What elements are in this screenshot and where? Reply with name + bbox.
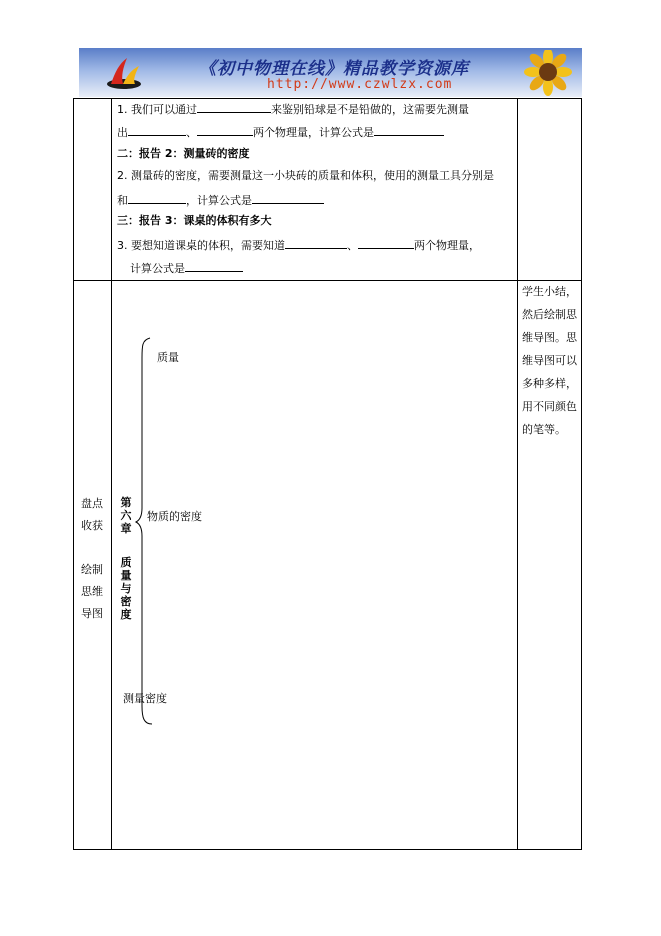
table-divider-col1 <box>111 98 112 850</box>
q3-blank-2[interactable] <box>358 237 414 249</box>
header-banner <box>79 48 582 97</box>
q3-text-b: 、 <box>347 239 358 252</box>
left-label-line-3: 绘制 <box>81 563 103 576</box>
q3-text-c: 两个物理量， <box>414 239 480 252</box>
table-divider-col2 <box>517 98 518 850</box>
q3-blank-3[interactable] <box>185 260 243 272</box>
table-row-divider <box>73 280 582 281</box>
q1-blank-2[interactable] <box>128 124 186 136</box>
chapter-label-b: 质 量 与 密 度 <box>120 556 132 621</box>
q1-blank-3[interactable] <box>197 124 253 136</box>
report-2-heading: 二：报告 2：测量砖的密度 <box>117 147 250 160</box>
mindmap-brace <box>134 336 154 726</box>
left-column-label <box>81 493 103 625</box>
q1-text-b: 来鉴别铅球是不是铅做的，这需要先测量 <box>271 103 469 116</box>
right-column-note: 学生小结，然后绘制思维导图。思维导图可以多种多样，用不同颜色的笔等。 <box>522 285 577 436</box>
q1-text-e: 两个物理量，计算公式是 <box>253 126 374 139</box>
q1-text-d: 、 <box>186 126 197 139</box>
banner-title: 《初中物理在线》精品教学资源库 <box>199 59 469 79</box>
question-2-line-1: 2. 测量砖的密度，需要测量这一小块砖的质量和体积，使用的测量工具分别是 <box>117 169 494 182</box>
question-2-line-2 <box>117 192 324 208</box>
table-border-left <box>73 98 74 850</box>
q3-text-a: 3. 要想知道课桌的体积，需要知道 <box>117 239 285 252</box>
left-label-spacer <box>81 537 103 559</box>
site-logo-icon <box>105 54 143 92</box>
question-1-line-1 <box>117 101 469 117</box>
q2-text-b: ，计算公式是 <box>186 194 252 207</box>
q3-blank-1[interactable] <box>285 237 347 249</box>
left-label-line-5: 导图 <box>81 607 103 620</box>
left-label-line-2: 收获 <box>81 519 103 532</box>
table-border-top <box>73 98 582 99</box>
q1-text-c: 出 <box>117 126 128 139</box>
left-label-line-1: 盘点 <box>81 497 103 510</box>
q1-blank-4[interactable] <box>374 124 444 136</box>
table-border-right <box>581 98 582 850</box>
left-label-line-4: 思维 <box>81 585 103 598</box>
q3-text-d: 计算公式是 <box>130 262 185 275</box>
q2-blank-1[interactable] <box>128 192 186 204</box>
q2-blank-2[interactable] <box>252 192 324 204</box>
question-3-line-2 <box>130 260 243 276</box>
report-3-heading: 三：报告 3：课桌的体积有多大 <box>117 214 272 227</box>
sunflower-icon <box>516 50 576 96</box>
mindmap-branch-measure-density <box>123 692 167 706</box>
mindmap-branch-mass: 质量 <box>157 351 179 364</box>
branch3-text-a: 测量 <box>123 692 145 705</box>
q1-text-a: 1. 我们可以通过 <box>117 103 197 116</box>
q1-blank-1[interactable] <box>197 101 271 113</box>
banner-url: http://www.czwlzx.com <box>267 77 453 92</box>
branch3-text-b: 密度 <box>145 692 167 705</box>
chapter-label-a: 第 六 章 <box>120 496 132 535</box>
question-1-line-2 <box>117 124 444 140</box>
mindmap-branch-density: 物质的密度 <box>147 510 202 523</box>
table-border-bottom <box>73 849 582 850</box>
q2-text-a: 和 <box>117 194 128 207</box>
question-3-line-1 <box>117 237 480 253</box>
